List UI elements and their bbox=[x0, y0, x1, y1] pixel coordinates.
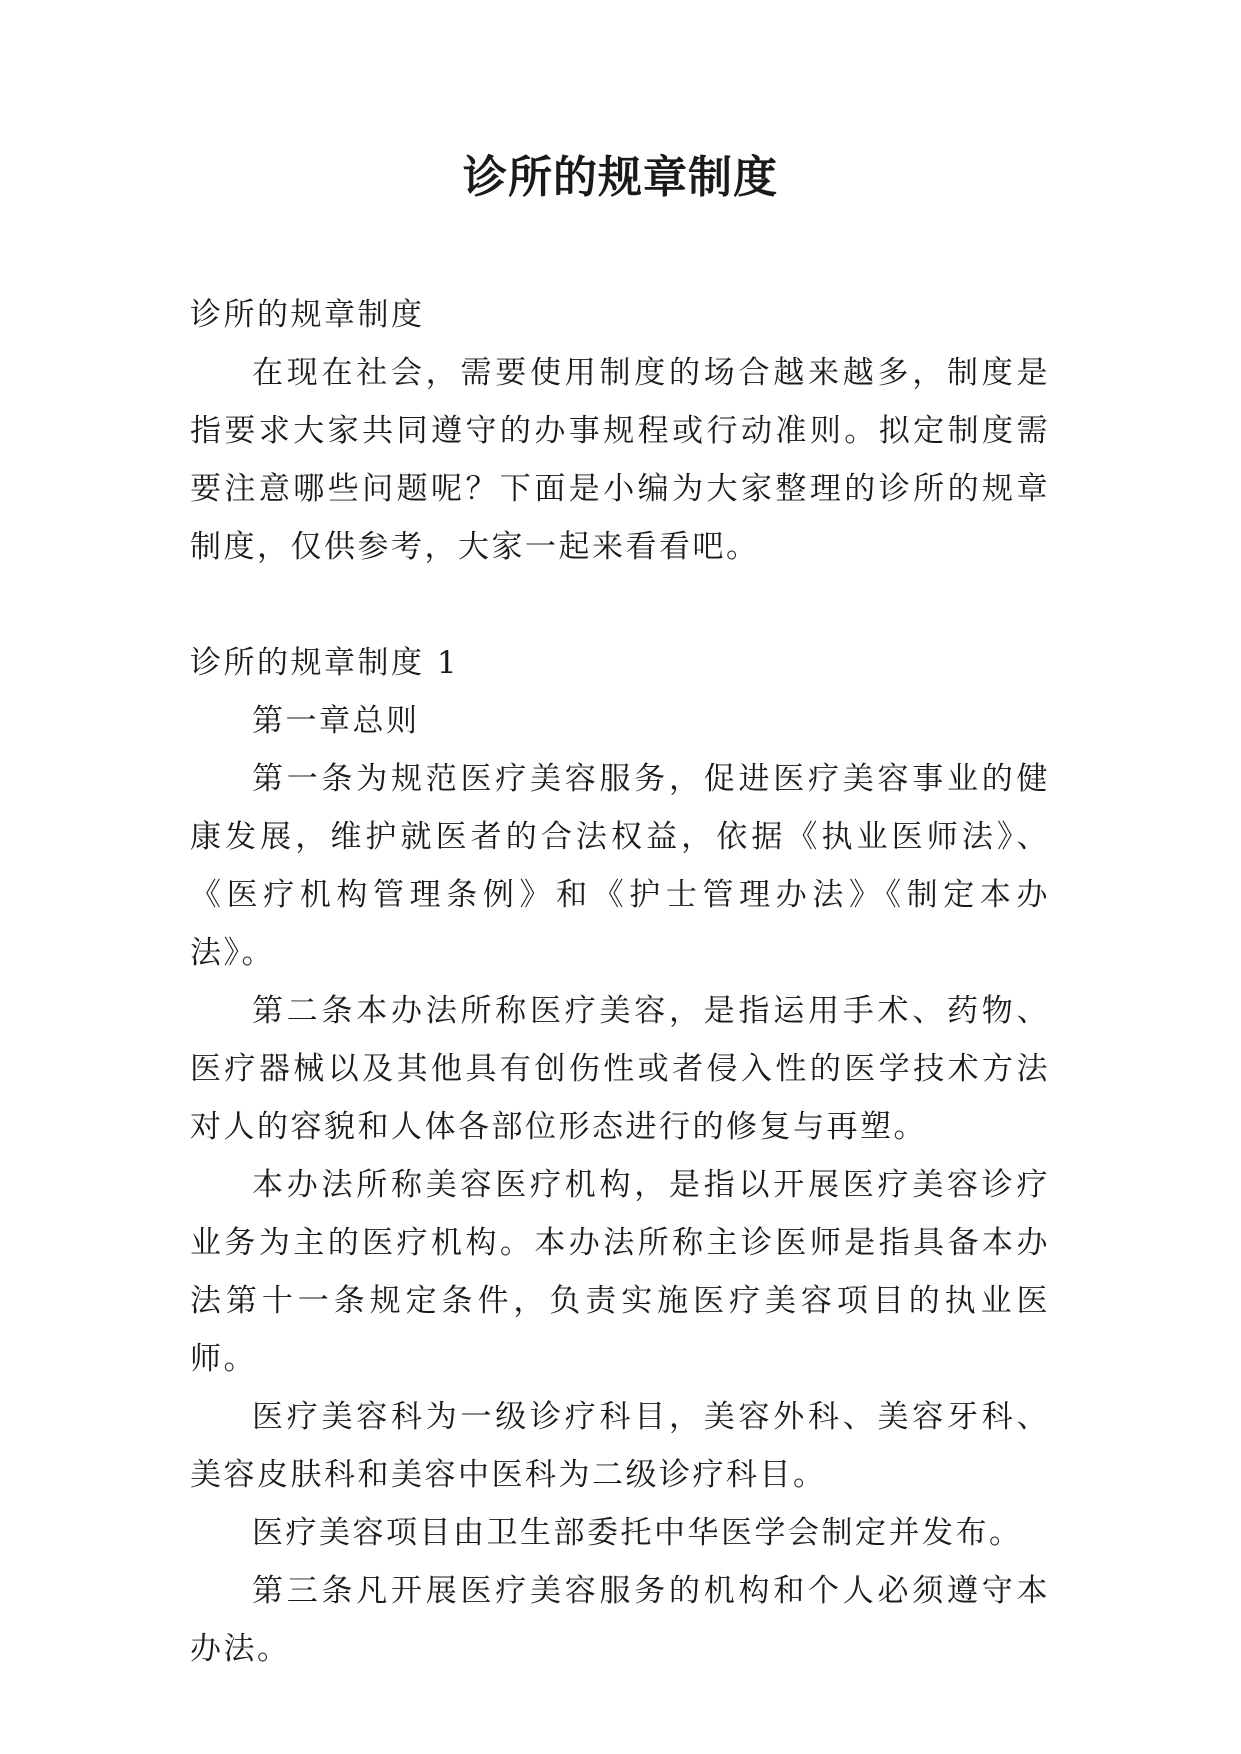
article-paragraph: 第一条为规范医疗美容服务，促进医疗美容事业的健康发展，维护就医者的合法权益，依据《执业医师法》、《医疗机构管理条例》和《护士管理办法》《制定本办法》。 bbox=[190, 761, 1050, 971]
chapter-heading: 第一章总则 bbox=[252, 703, 420, 739]
intro-heading: 诊所的规章制度 bbox=[190, 297, 425, 333]
document-body bbox=[190, 286, 1050, 1678]
section-spacer bbox=[190, 576, 1050, 634]
article-paragraph: 第二条本办法所称医疗美容，是指运用手术、药物、医疗器械以及其他具有创伤性或者侵入性的医学技术方法对人的容貌和人体各部位形态进行的修复与再塑。 bbox=[190, 993, 1050, 1145]
article-paragraph: 第三条凡开展医疗美容服务的机构和个人必须遵守本办法。 bbox=[190, 1573, 1050, 1667]
section-heading: 诊所的规章制度 1 bbox=[190, 645, 460, 681]
article-paragraph: 医疗美容科为一级诊疗科目，美容外科、美容牙科、美容皮肤科和美容中医科为二级诊疗科目。 bbox=[190, 1399, 1050, 1493]
document-title: 诊所的规章制度 bbox=[463, 152, 778, 203]
article-paragraph: 本办法所称美容医疗机构，是指以开展医疗美容诊疗业务为主的医疗机构。本办法所称主诊医师是指具备本办法第十一条规定条件，负责实施医疗美容项目的执业医师。 bbox=[190, 1167, 1050, 1377]
article-paragraph: 医疗美容项目由卫生部委托中华医学会制定并发布。 bbox=[252, 1515, 1023, 1551]
intro-paragraph: 在现在社会，需要使用制度的场合越来越多，制度是指要求大家共同遵守的办事规程或行动准则。拟定制度需要注意哪些问题呢？下面是小编为大家整理的诊所的规章制度，仅供参考，大家一起来看看吧。 bbox=[190, 355, 1050, 565]
